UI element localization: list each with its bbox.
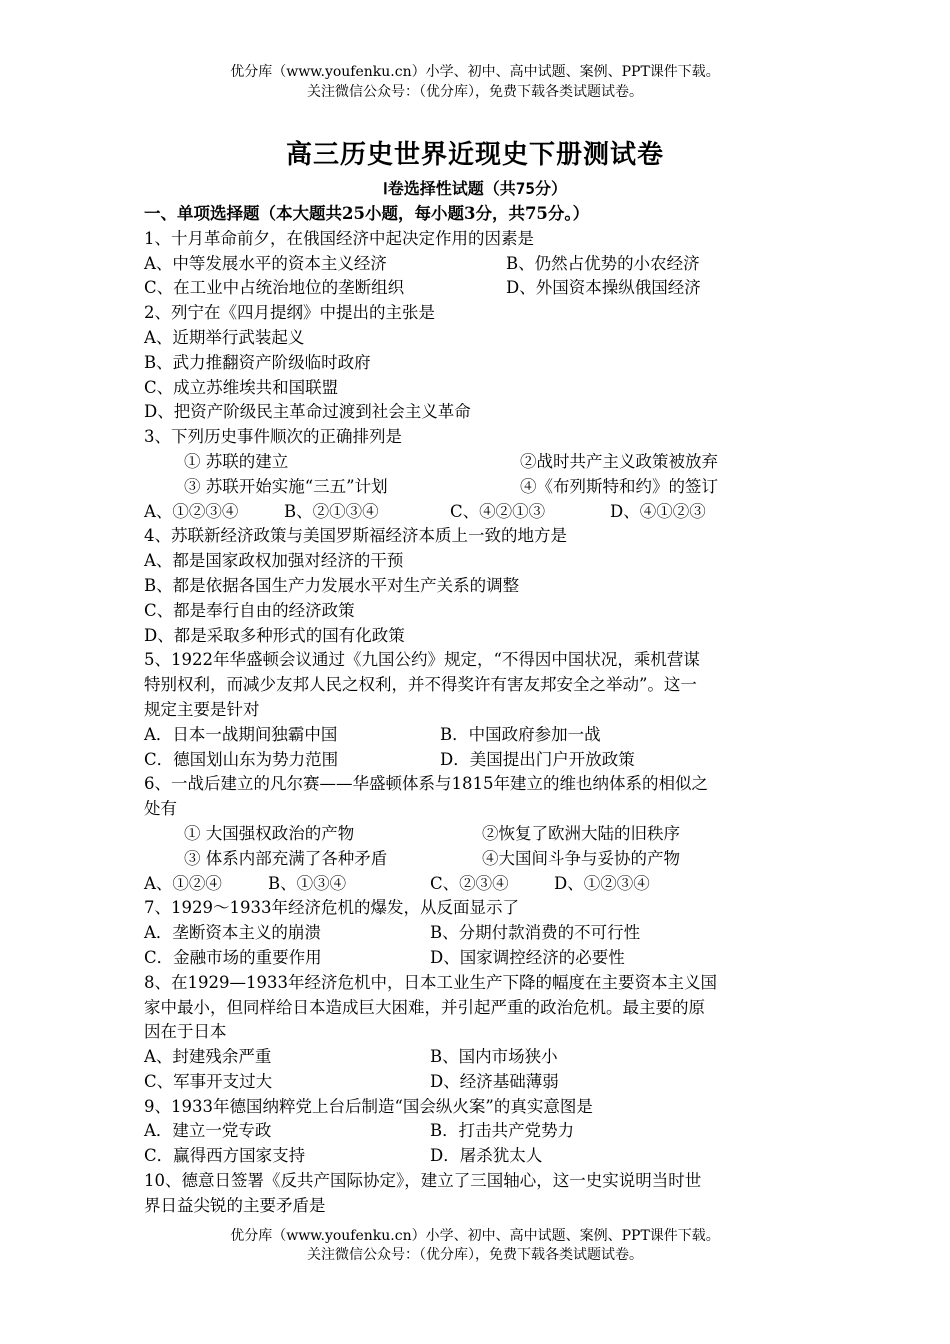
option-c: C、在工业中占统治地位的垄断组织 (144, 278, 405, 298)
question-option-row (144, 723, 809, 748)
option-d: D、经济基础薄弱 (430, 1071, 559, 1091)
option-d: D、把资产阶级民主革命过渡到社会主义革命 (144, 402, 471, 422)
option-c: C．德国划山东为势力范围 (144, 749, 339, 769)
question-stem-cont: 特别权利，而减少友邦人民之权利，并不得奖许有害友邦安全之举动”。这一 (144, 675, 697, 695)
question-item-row (144, 450, 809, 475)
question-option-row (144, 500, 809, 525)
option-c: C、都是奉行自由的经济政策 (144, 600, 355, 620)
question-option-row (144, 1144, 809, 1169)
option-c: C．赢得西方国家支持 (144, 1146, 306, 1166)
header-line-2: 关注微信公众号：（优分库），免费下载各类试题试卷。 (307, 84, 643, 100)
option-a: A、中等发展水平的资本主义经济 (144, 253, 387, 273)
item-3: ③ 体系内部充满了各种矛盾 (184, 848, 388, 868)
option-a: A、近期举行武装起义 (144, 327, 305, 347)
question-stem: 5、1922年华盛顿会议通过《九国公约》规定，“不得因中国状况，乘机营谋 (144, 650, 700, 670)
option-d: D、④①②③ (610, 501, 706, 521)
option-a: A、都是国家政权加强对经济的干预 (144, 551, 404, 571)
option-d: D、外国资本操纵俄国经济 (506, 278, 701, 298)
option-c: C．金融市场的重要作用 (144, 947, 322, 967)
question-item-row (144, 847, 809, 872)
option-b: B、仍然占优势的小农经济 (506, 253, 700, 273)
option-a: A．垄断资本主义的崩溃 (144, 923, 321, 943)
question-option-row (144, 921, 809, 946)
option-b: B、①③④ (268, 873, 347, 893)
question-option-row (144, 946, 809, 971)
question-stem: 4、苏联新经济政策与美国罗斯福经济本质上一致的地方是 (144, 526, 567, 546)
option-a: A．建立一党专政 (144, 1121, 272, 1141)
question-option-row (144, 748, 809, 773)
question-stem: 6、一战后建立的凡尔赛——华盛顿体系与1815年建立的维也纳体系的相似之 (144, 774, 708, 794)
question-stem: 3、下列历史事件顺次的正确排列是 (144, 427, 402, 447)
option-b: B、国内市场狭小 (430, 1047, 558, 1067)
item-4: ④《布列斯特和约》的签订 (520, 476, 718, 496)
section-heading: 一、单项选择题（本大题共25小题，每小题3分，共75分。） (144, 204, 590, 223)
option-d: D、国家调控经济的必要性 (430, 947, 625, 967)
option-b: B．中国政府参加一战 (440, 724, 601, 744)
option-c: C、②③④ (430, 873, 509, 893)
question-list (144, 202, 809, 1219)
item-4: ④大国间斗争与妥协的产物 (482, 848, 680, 868)
option-c: C、④②①③ (450, 501, 546, 521)
option-c: C、军事开支过大 (144, 1071, 273, 1091)
item-2: ②战时共产主义政策被放弃 (520, 451, 718, 471)
question-option-row (144, 1119, 809, 1144)
option-a: A、①②③④ (144, 501, 239, 521)
item-3: ③ 苏联开始实施“三五”计划 (184, 476, 388, 496)
option-c: C、成立苏维埃共和国联盟 (144, 377, 339, 397)
question-option-row (144, 276, 809, 301)
footer-line-1: 优分库（www.youfenku.cn）小学、初中、高中试题、案例、PPT课件下载。 (230, 1228, 720, 1244)
option-d: D．美国提出门户开放政策 (440, 749, 635, 769)
option-b: B、②①③④ (284, 501, 379, 521)
option-a: A．日本一战期间独霸中国 (144, 724, 338, 744)
option-b: B、武力推翻资产阶级临时政府 (144, 352, 371, 372)
option-b: B、分期付款消费的不可行性 (430, 923, 641, 943)
question-stem: 10、德意日签署《反共产国际协定》，建立了三国轴心，这一史实说明当时世 (144, 1171, 702, 1191)
option-b: B．打击共产党势力 (430, 1121, 575, 1141)
item-1: ① 苏联的建立 (184, 451, 289, 471)
page-title: 高三历史世界近现史下册测试卷 (285, 140, 664, 170)
question-stem-cont: 规定主要是针对 (144, 699, 260, 719)
option-a: A、①②④ (144, 873, 222, 893)
question-stem: 9、1933年德国纳粹党上台后制造“国会纵火案”的真实意图是 (144, 1096, 593, 1116)
question-item-row (144, 822, 809, 847)
option-a: A、封建残余严重 (144, 1047, 272, 1067)
item-2: ②恢复了欧洲大陆的旧秩序 (482, 823, 680, 843)
footer-line-2: 关注微信公众号：（优分库），免费下载各类试题试卷。 (307, 1247, 643, 1263)
question-item-row (144, 475, 809, 500)
option-d: D．屠杀犹太人 (430, 1146, 543, 1166)
question-stem-cont: 因在于日本 (144, 1022, 227, 1042)
question-option-row (144, 872, 809, 897)
question-stem-cont: 处有 (144, 799, 177, 819)
header-line-1: 优分库（www.youfenku.cn）小学、初中、高中试题、案例、PPT课件下载。 (230, 64, 720, 80)
question-stem: 8、在1929—1933年经济危机中，日本工业生产下降的幅度在主要资本主义国 (144, 972, 717, 992)
item-1: ① 大国强权政治的产物 (184, 823, 355, 843)
question-option-row (144, 1045, 809, 1070)
page-subtitle: Ⅰ卷选择性试题（共75分） (383, 179, 567, 198)
question-stem: 7、1929～1933年经济危机的爆发，从反面显示了 (144, 898, 519, 918)
question-stem: 2、列宁在《四月提纲》中提出的主张是 (144, 303, 435, 323)
question-stem: 1、十月革命前夕，在俄国经济中起决定作用的因素是 (144, 228, 534, 248)
question-stem-cont: 界日益尖锐的主要矛盾是 (144, 1195, 326, 1215)
option-d: D、都是采取多种形式的国有化政策 (144, 625, 405, 645)
question-option-row (144, 1070, 809, 1095)
option-b: B、都是依据各国生产力发展水平对生产关系的调整 (144, 575, 520, 595)
option-d: D、①②③④ (554, 873, 650, 893)
question-stem-cont: 家中最小，但同样给日本造成巨大困难，并引起严重的政治危机。最主要的原 (144, 997, 705, 1017)
question-option-row (144, 252, 809, 277)
